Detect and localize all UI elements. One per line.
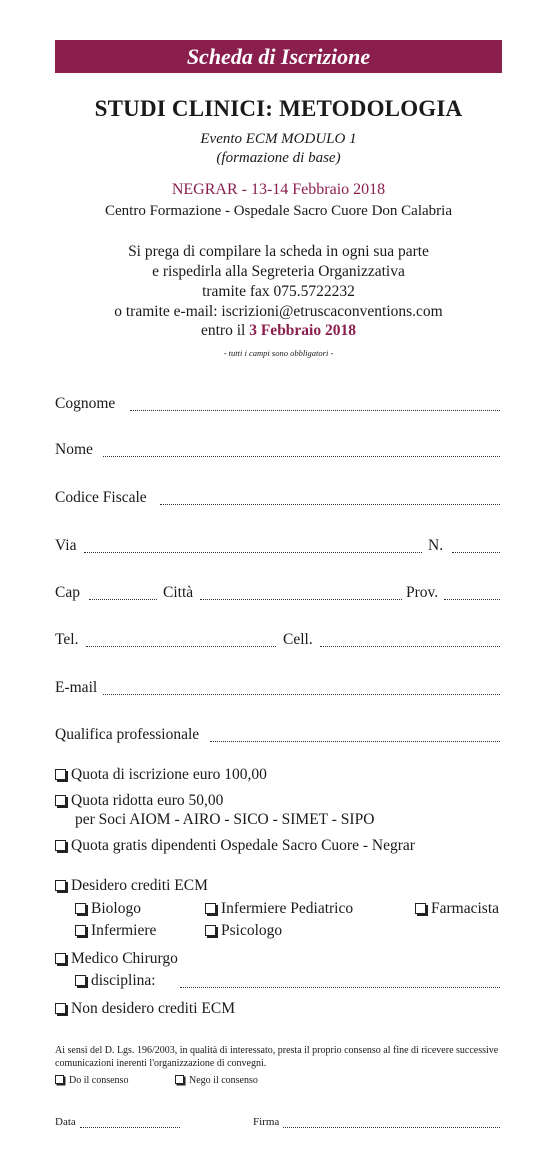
non-desidero-crediti-label: Non desidero crediti ECM [71, 1000, 236, 1017]
disciplina-label: disciplina: [91, 972, 156, 989]
firma-field[interactable] [283, 1127, 500, 1128]
tel-field[interactable] [86, 646, 276, 647]
quota-ridotta-label: Quota ridotta euro 50,00 [71, 792, 224, 809]
via-field[interactable] [84, 552, 422, 553]
instruction-line: e rispedirla alla Segreteria Organizzativa [152, 263, 405, 280]
citta-label: Città [163, 584, 194, 601]
instruction-fax: tramite fax 075.5722232 [202, 283, 355, 300]
instruction-line: Si prega di compilare la scheda in ogni sua parte [128, 243, 429, 260]
checkbox-icon[interactable] [55, 1075, 64, 1084]
non-desidero-crediti-option[interactable] [55, 1000, 235, 1018]
cognome-label: Cognome [55, 395, 116, 412]
nome-field[interactable] [103, 456, 500, 457]
quota-ridotta-option[interactable] [55, 792, 223, 810]
nome-label: Nome [55, 441, 93, 458]
desidero-crediti-option[interactable] [55, 877, 208, 895]
citta-field[interactable] [200, 599, 402, 600]
medico-chirurgo-option[interactable] [55, 950, 178, 968]
cognome-field[interactable] [130, 410, 500, 411]
cap-field[interactable] [89, 599, 157, 600]
checkbox-icon[interactable] [205, 903, 216, 914]
quota-ridotta-detail: per Soci AIOM - AIRO - SICO - SIMET - SIPO [75, 811, 375, 828]
privacy-statement: Ai sensi del D. Lgs. 196/2003, in qualità di interessato, presta il proprio consenso al fine di ricevere successive comunicazioni inerenti l'organizzazione di convegni. [55, 1045, 499, 1069]
checkbox-icon[interactable] [55, 880, 66, 891]
codice-fiscale-field[interactable] [160, 504, 500, 505]
cell-field[interactable] [320, 646, 500, 647]
form-banner: Scheda di Iscrizione [55, 40, 502, 73]
event-subtitle-detail: (formazione di base) [216, 150, 341, 166]
checkbox-icon[interactable] [75, 903, 86, 914]
do-consenso-option[interactable] [55, 1075, 128, 1086]
checkbox-icon[interactable] [175, 1075, 184, 1084]
medico-chirurgo-label: Medico Chirurgo [71, 950, 178, 967]
checkbox-icon[interactable] [75, 975, 86, 986]
checkbox-icon[interactable] [55, 953, 66, 964]
checkbox-icon[interactable] [55, 840, 66, 851]
infermiere-option[interactable] [75, 922, 156, 940]
do-consenso-label: Do il consenso [69, 1075, 129, 1086]
quota-iscrizione-option[interactable] [55, 766, 267, 784]
disciplina-option[interactable] [75, 972, 156, 990]
event-venue: Centro Formazione - Ospedale Sacro Cuore Don Calabria [105, 203, 452, 219]
checkbox-icon[interactable] [205, 925, 216, 936]
prov-label: Prov. [406, 584, 439, 601]
disciplina-field[interactable] [180, 987, 500, 988]
course-title: STUDI CLINICI: METODOLOGIA [94, 96, 463, 121]
biologo-option[interactable] [75, 900, 141, 918]
infermiere-label: Infermiere [91, 922, 157, 939]
checkbox-icon[interactable] [415, 903, 426, 914]
checkbox-icon[interactable] [55, 795, 66, 806]
numero-label: N. [428, 537, 444, 554]
cap-label: Cap [55, 584, 80, 601]
qualifica-field[interactable] [210, 741, 500, 742]
psicologo-option[interactable] [205, 922, 282, 940]
desidero-crediti-label: Desidero crediti ECM [71, 877, 208, 894]
quota-iscrizione-label: Quota di iscrizione euro 100,00 [71, 766, 267, 783]
infermiere-pediatrico-label: Infermiere Pediatrico [221, 900, 354, 917]
data-label: Data [55, 1116, 76, 1128]
event-date-location: NEGRAR - 13-14 Febbraio 2018 [171, 181, 386, 198]
deadline-date: 3 Febbraio 2018 [249, 322, 356, 339]
qualifica-label: Qualifica professionale [55, 726, 200, 743]
firma-label: Firma [253, 1116, 280, 1128]
checkbox-icon[interactable] [75, 925, 86, 936]
event-subtitle: Evento ECM MODULO 1 [200, 131, 357, 147]
nego-consenso-option[interactable] [175, 1075, 258, 1086]
psicologo-label: Psicologo [221, 922, 283, 939]
quota-gratis-label: Quota gratis dipendenti Ospedale Sacro Cuore - Negrar [71, 837, 415, 854]
deadline-prefix: entro il [201, 322, 250, 339]
email-field[interactable] [103, 694, 500, 695]
cell-label: Cell. [283, 631, 313, 648]
required-note: - tutti i campi sono obbligatori - [223, 348, 334, 358]
instruction-email: o tramite e-mail: iscrizioni@etruscaconventions.com [114, 303, 443, 320]
prov-field[interactable] [444, 599, 500, 600]
instruction-deadline [20, 322, 537, 340]
checkbox-icon[interactable] [55, 769, 66, 780]
nego-consenso-label: Nego il consenso [189, 1075, 258, 1086]
via-label: Via [55, 537, 77, 554]
numero-field[interactable] [452, 552, 500, 553]
email-label: E-mail [55, 679, 98, 696]
quota-gratis-option[interactable] [55, 837, 415, 855]
infermiere-pediatrico-option[interactable] [205, 900, 353, 918]
farmacista-option[interactable] [415, 900, 499, 918]
farmacista-label: Farmacista [431, 900, 500, 917]
tel-label: Tel. [55, 631, 79, 648]
codice-fiscale-label: Codice Fiscale [55, 489, 147, 506]
data-field[interactable] [80, 1127, 180, 1128]
checkbox-icon[interactable] [55, 1003, 66, 1014]
biologo-label: Biologo [91, 900, 141, 917]
